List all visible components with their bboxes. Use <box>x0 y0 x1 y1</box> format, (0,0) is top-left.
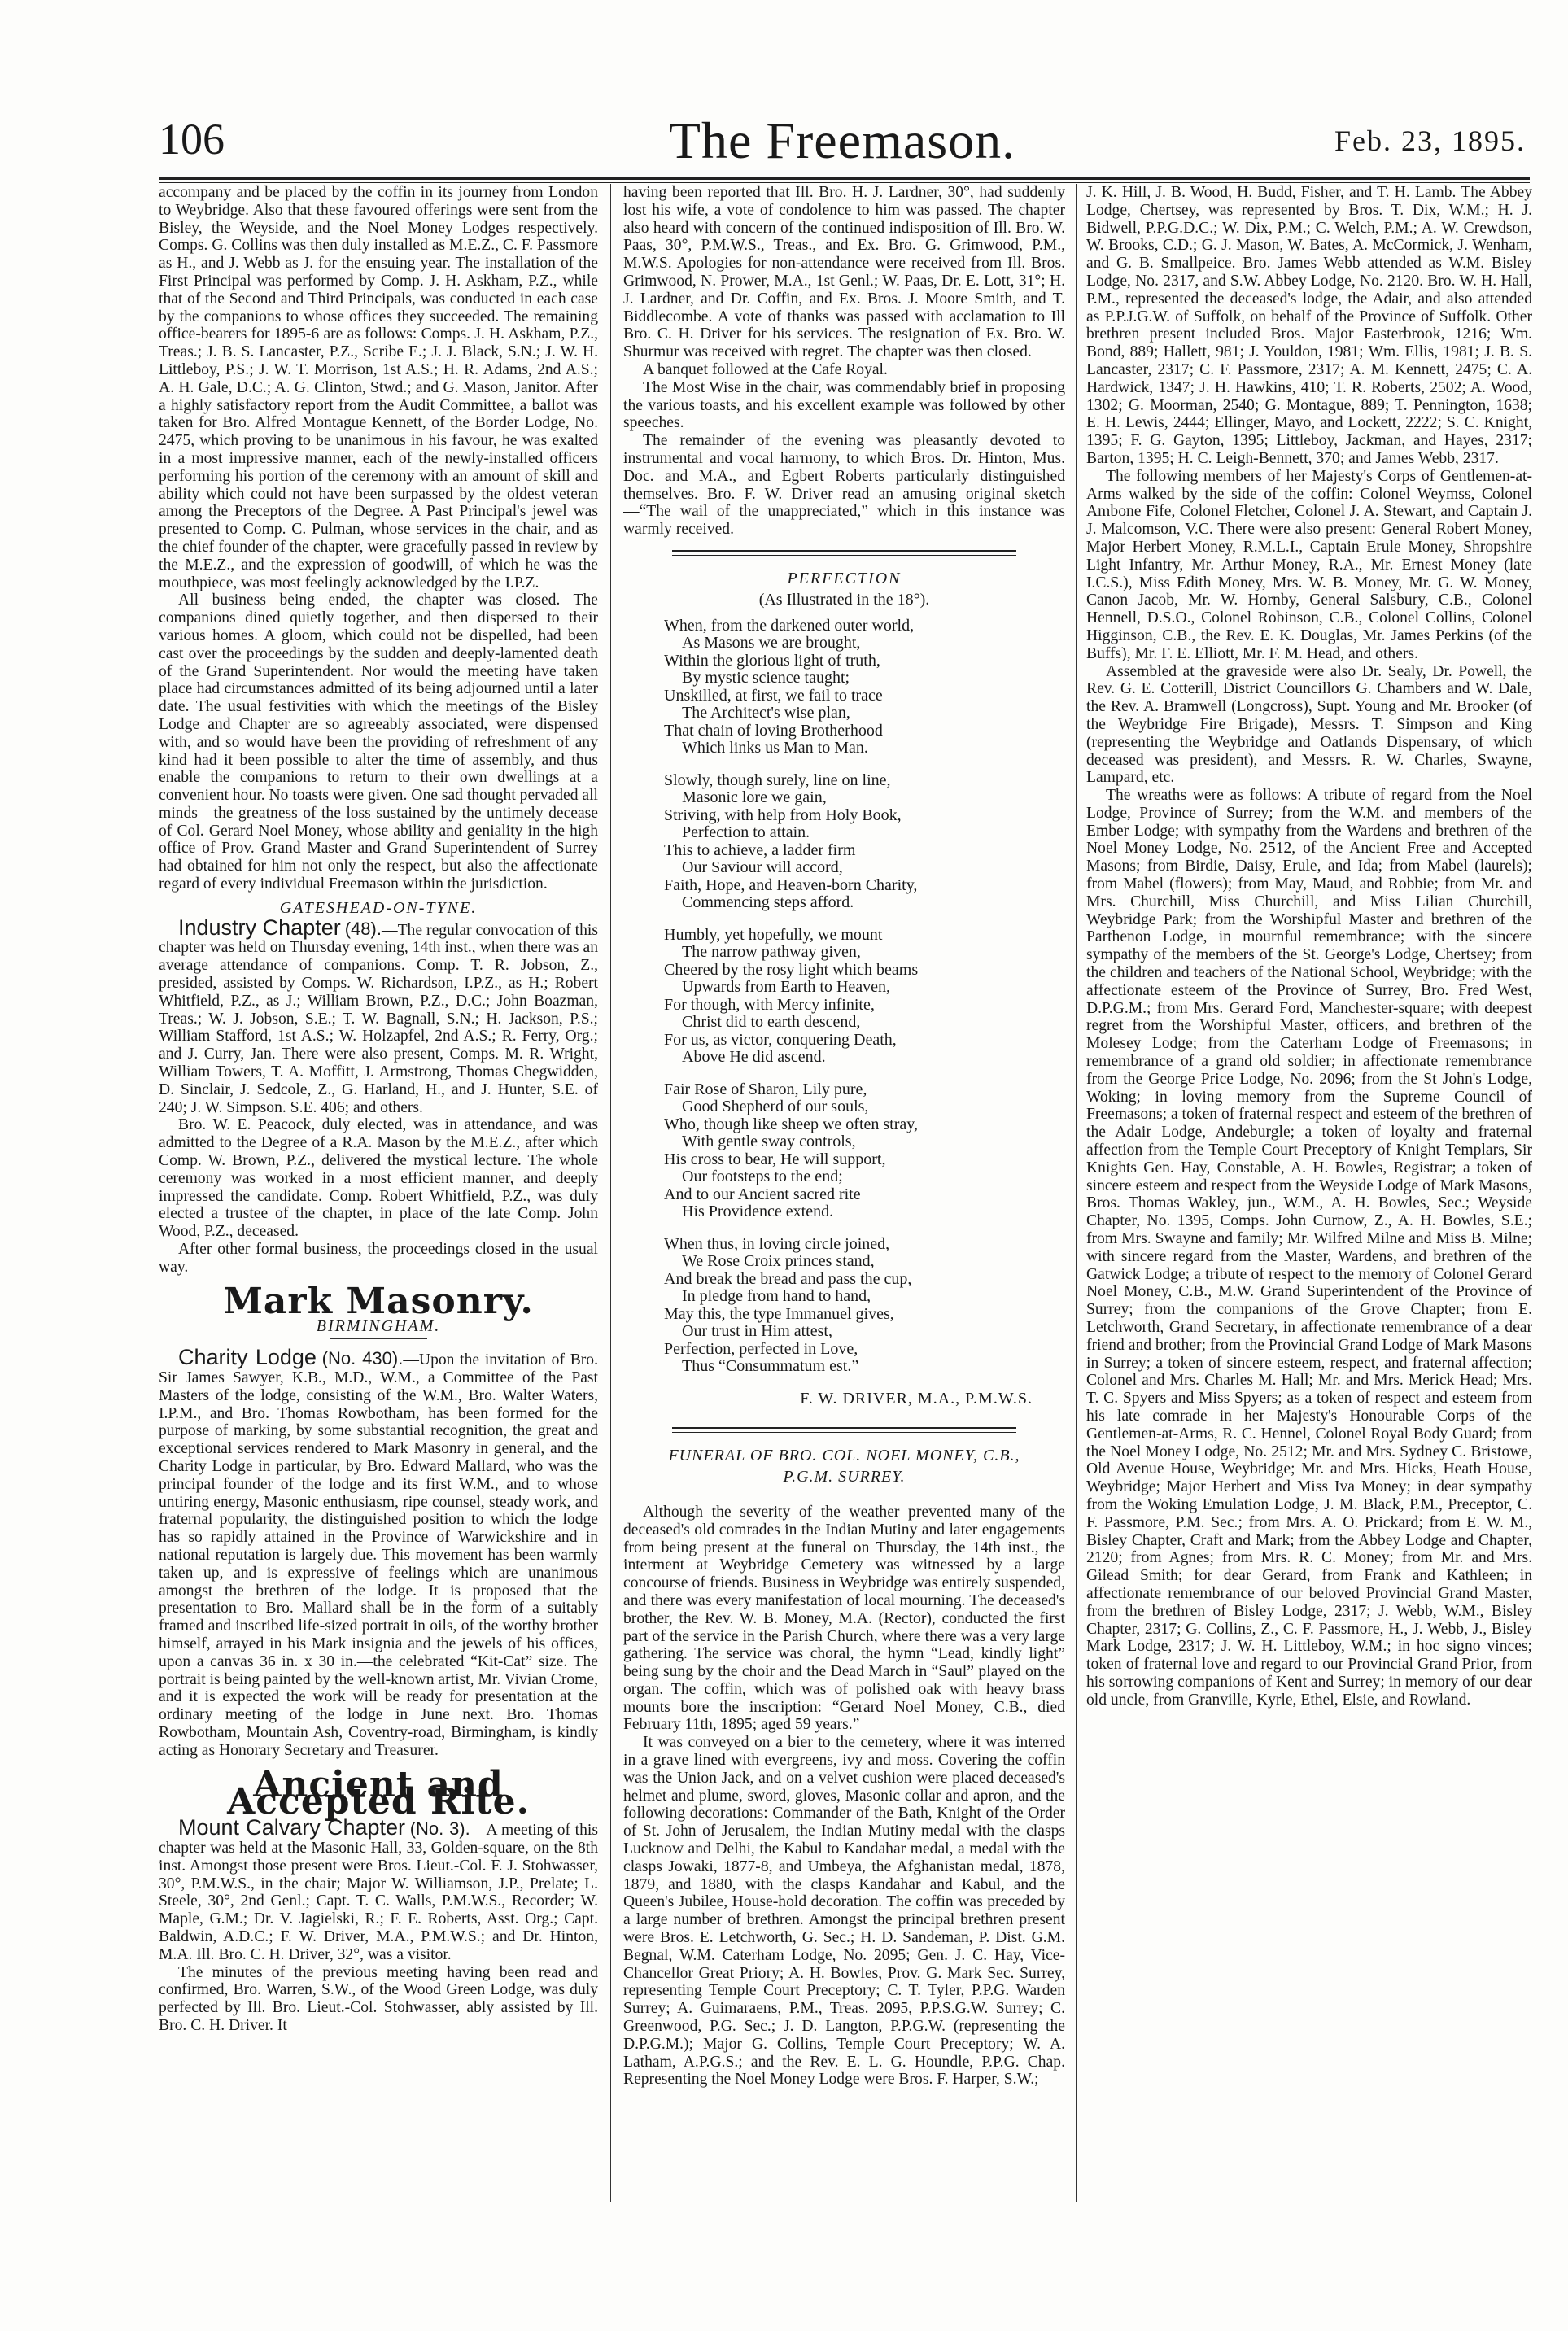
poem-line: And to our Ancient sacred rite <box>664 1185 861 1203</box>
poem-line: Within the glorious light of truth, <box>664 651 880 670</box>
industry-chapter-number: (48). <box>344 918 382 939</box>
poem-line: Thus “Consummatum est.” <box>682 1357 859 1376</box>
dateline-rule <box>330 1338 427 1339</box>
masthead: The Freemason. <box>668 111 1016 169</box>
poem-line: Faith, Hope, and Heaven-born Charity, <box>664 875 918 894</box>
paragraph-industry-chapter <box>159 915 598 1117</box>
funeral-title: FUNERAL OF BRO. COL. NOEL MONEY, C.B., <box>668 1447 1020 1465</box>
paragraph-banquet: A banquet followed at the Cafe Royal. <box>643 360 888 378</box>
poem-line: For us, as victor, conquering Death, <box>664 1030 897 1049</box>
header-rule-thin <box>159 182 1530 183</box>
charity-lodge-text: —Upon the invitation of Bro. Sir James Sawyer, K.B., M.D., W.M., a Committee of the Past Masters of the lodge, consisting of the W.M., Bro. Walter Waters, I.P.M., and Bro. Thomas Rowbotham, has been formed for the purpose of marking, by some substantial recognition, the great and exceptional services rendered to Mark Masonry in general, and the Charity Lodge in particular, by Bro. Edward Mallard, who was the principal founder of the lodge and its first W.M., and to whose untiring energy, Masonic enthusiasm, ripe counsel, steady work, and fraternal popularity, the distinguished position to which the lodge has so rapidly attained in the Province of Warwickshire and in national reputation is largely due. This movement has been warmly taken up, and is expressive of feelings which are unanimous amongst the brethren of the lodge. It is proposed that the presentation to Bro. Mallard shall be in the form of a suitably framed and inscribed life-sized portrait in oils, of the worthy brother himself, arrayed in his Mark insignia and the jewels of his offices, upon a canvas 36 in. x 30 in.—the celebrated “Kit-Cat” size. The portrait is being painted by the well-known artist, Mr. Vivian Crome, and it is expected the work will be ready for presentation at the ordinary meeting of the lodge in June next. Bro. Thomas Rowbotham, Mountain Ash, Coventry-road, Birmingham, is kindly acting as Honorary Secretary and Treasurer. <box>159 1351 598 1759</box>
funeral-subtitle: P.G.M. SURREY. <box>783 1468 906 1486</box>
poem-title: PERFECTION <box>787 569 902 587</box>
poem-line: Fair Rose of Sharon, Lily pure, <box>664 1080 867 1098</box>
poem-line: Humbly, yet hopefully, we mount <box>664 925 883 944</box>
column-rule-1 <box>610 184 611 2202</box>
poem-line: The Architect's wise plan, <box>682 704 850 722</box>
paragraph-after: After other formal business, the proceedings closed in the usual way. <box>159 1241 598 1276</box>
paragraph-wreaths: The wreaths were as follows: A tribute of regard from the Noel Lodge, Province of Surrey; from the W.M. and members of the Ember Lodge; with sympathy from the Wardens and brethren of the Noel Money Lodge, No. 2512, of the Ancient Free and Accepted Masons; from Birdie, Daisy, Erule, and Ida; from Mabel (laurels); from Mabel (flowers); from May, Maud, and Robbie; from Mr. and Mrs. Churchill, Miss Churchill, and Miss Lilian Churchill, Weybridge Park; from the Worshipful Master and brethren of the Parthenon Lodge, in mournful remembrance; with the sincere sympathy of the members of the St. George's Lodge, Chertsey; from the children and teachers of the National School, Weybridge; with the affectionate esteem of the Province of Surrey, Bro. Fred West, D.P.G.M.; from Mrs. Gerard Ford, Manchester-square; with deepest regret from the Worshipful Master, officers, and brethren of the Molesey Lodge; from the Caterham Lodge of Freemasons; in remembrance of a grand old soldier; in affectionate remembrance from the George Price Lodge, No. 2096; from the St John's Lodge, Woking; in loving memory from the Supreme Council of Freemasons; a token of fraternal respect and esteem of the brethren of the Adair Lodge, Andeburgle; a token of loyalty and fraternal affection from the Temple Court Preceptory of Knight Templars, Sir Knights Gen. Hay, Constable, A. H. Bowles, Registrar; a token of sincere esteem and respect from the Weyside Lodge of Mark Masons, Bros. Thomas Wakley, jun., W.M., A. H. Bowles, Sec.; Weyside Chapter, No. 1395, Comps. John Curnow, Z., A. H. Bowles, S.E.; from Mrs. Swayne and family; Mr. Wilfred Milne and Miss B. Milne; with sincere regard from the Master, Wardens, and brethren of the Gatwick Lodge; a tribute of respect to the memory of Colonel Gerard Noel Money, C.B., M.W. Grand Superintendent of the Province of Surrey; from the companions of the Grove Chapter; from E. Letchworth, Grand Secretary, in affectionate remembrance of a dear friend and brother; from the Provincial Grand Lodge of Mark Masons in Surrey; a token of sincere esteem, respect, and fraternal affection; Colonel and Mrs. Charles M. Hall; Mr. and Mrs. Merick Head; Mrs. T. C. Spyers and Miss Spyers; as a token of respect and esteem from his late comrade in her Majesty's Honourable Corps of the Gentlemen-at-Arms, R. C. Hennel, Colonel Royal Body Guard; from the Noel Money Lodge, No. 2512; Mr. and Mrs. Sydney C. Bristowe, Old Avenue House, Weybridge; Mr. and Mrs. Hicks, Heath House, Weybridge; Major Herbert and Miss Iva Money; in dear sympathy from the Woking Emulation Lodge, J. M. Black, P.M., Preceptor, C. F. Passmore, P.M. Sec.; from Mrs. A. O. Prickard; from E. W. M., Bisley Chapter, Craft and Mark; from the Abbey Lodge and Chapter, 2120; from Agnes; from Mrs. R. C. Money; from Mr. and Mrs. Gilead Smith; for dear Gerard, from Frank and Kathleen; in affectionate remembrance of our beloved Provincial Grand Master, from the brethren of Bisley Lodge, 2317; J. Webb, W.M., Bisley Chapter, 2317; G. Collins, Z., C. F. Passmore, H., J. Webb, J., Bisley Mark Lodge, 2317; J. W. H. Littleboy, W.M.; in hoc signo vinces; token of fraternal love and regard to our Provincial Grand Prior, from his sorrowing companions of Kent and Surrey; in memory of our dear old uncle, from Granville, Kyrle, Ethel, Elsie, and Rowland. <box>1086 787 1532 1709</box>
poem-stanza <box>664 927 1065 1067</box>
poem-line: This to achieve, a ladder firm <box>664 840 856 859</box>
poem-line: Our footsteps to the end; <box>682 1168 843 1186</box>
poem-line: Masonic lore we gain, <box>682 788 827 807</box>
poem-line: Slowly, though surely, line on line, <box>664 770 891 789</box>
poem-line: Our trust in Him attest, <box>682 1322 832 1341</box>
column-1 <box>159 184 598 2198</box>
poem-line: Perfection, perfected in Love, <box>664 1339 858 1358</box>
column-3 <box>1086 184 1532 2198</box>
poem-stanza <box>664 1236 1065 1376</box>
poem-line: For though, with Mercy infinite, <box>664 995 875 1014</box>
poem-line: With gentle sway controls, <box>682 1133 856 1151</box>
poem-line: As Masons we are brought, <box>682 634 861 653</box>
poem-line: When thus, in loving circle joined, <box>664 1234 890 1253</box>
poem-line: Christ did to earth descend, <box>682 1013 861 1032</box>
poem-line: That chain of loving Brotherhood <box>664 721 883 740</box>
industry-chapter-text: —The regular convocation of this chapter was held on Thursday evening, 14th inst., when there was an average attendance of companions. Comp. T. R. Jobson, Z., presided, assisted by Comps. W. Richardson, I.P.Z., as H.; Robert Whitfield, P.Z., as J.; William Brown, P.Z., D.C.; John Boazman, Treas.; W. J. Jobson, S.E.; T. W. Bagnall, S.N.; H. Jackson, P.S.; William Stafford, 1st A.S.; W. Holzapfel, 2nd A.S.; R. Ferry, Org.; and J. Curry, Jan. There were also present, Comps. M. R. Wright, William Towers, T. A. Moffitt, J. Armstrong, Thomas Chegwidden, D. Sinclair, J. Sedcole, Z., G. Harland, H., and J. Hunter, S.E. of 240; J. W. Simpson. S.E. 406; and others. <box>159 921 598 1116</box>
mount-calvary-name: Mount Calvary Chapter <box>178 1815 406 1840</box>
poem-line: His cross to bear, He will support, <box>664 1150 886 1168</box>
poem-line: Good Shepherd of our souls, <box>682 1098 869 1116</box>
poem-line: In pledge from hand to hand, <box>682 1287 871 1306</box>
poem-signature: F. W. DRIVER, M.A., P.M.W.S. <box>800 1389 1033 1408</box>
industry-chapter-name: Industry Chapter <box>178 915 341 940</box>
page-number: 106 <box>159 115 225 164</box>
poem-stanza <box>664 1081 1065 1221</box>
poem-line: When, from the darkened outer world, <box>664 616 915 635</box>
dateline-birmingham: BIRMINGHAM. <box>316 1317 441 1336</box>
issue-date: Feb. 23, 1895. <box>1334 124 1526 157</box>
paragraph-lardner: having been reported that Ill. Bro. H. J. Lardner, 30°, had suddenly lost his wife, a vote of condolence to him was passed. The chapter also heard with concern of the continued indisposition of Ill. Bro. W. Paas, 30°, P.M.W.S., Treas., and Ex. Bro. G. Grimwood, P.M., M.W.S. Apologies for non-attendance were received from Ill. Bros. Grimwood, N. Prower, M.A., 1st Genl.; W. Paas, Dr. E. Lott, 31°; H. J. Lardner, and Dr. Coffin, and Ex. Bros. J. Moore Smith, and T. Biddlecombe. A vote of thanks was passed with acclamation to Ill Bro. C. H. Driver for his services. The resignation of Ex. Bro. W. Shurmur was received with regret. The chapter was then closed. <box>623 184 1065 361</box>
paragraph-graveside: Assembled at the graveside were also Dr. Sealy, Dr. Powell, the Rev. G. E. Cotterill, District Councillors G. Chambers and W. Dale, the Rev. A. Bramwell (Longcross), Supt. Young and Mr. Brooker (of the Weybridge Fire Brigade), Messrs. T. Simpson and King (representing the Weybridge and Oatlands Dispensary, of which deceased was president), and Messrs. R. W. Charles, Swayne, Lampard, etc. <box>1086 662 1532 787</box>
mount-calvary-text: —A meeting of this chapter was held at the Masonic Hall, 33, Golden-square, on the 8th inst. Amongst those present were Bros. Lieut.-Col. F. J. Stohwasser, 30°, P.M.W.S., in the chair; Major W. Williamson, J.P., Prelate; L. Steele, 30°, 2nd Genl.; Capt. T. C. Walls, P.M.W.S., Recorder; W. Maple, G.M.; Dr. V. Jagielski, R.; F. E. Roberts, Asst. Org.; Capt. Baldwin, A.D.C.; F. W. Driver, M.A., P.M.W.S.; and Dr. Hinton, M.A. Ill. Bro. C. H. Driver, 32°, was a visitor. <box>159 1822 598 1963</box>
charity-lodge-number: (No. 430). <box>321 1348 404 1369</box>
poem-line: His Providence extend. <box>682 1203 834 1221</box>
poem-line: Striving, with help from Holy Book, <box>664 805 902 824</box>
poem-line: Upwards from Earth to Heaven, <box>682 978 891 997</box>
poem-line: Cheered by the rosy light which beams <box>664 960 919 979</box>
poem-stanza <box>664 772 1065 912</box>
paragraph-attendees: J. K. Hill, J. B. Wood, H. Budd, Fisher, and T. H. Lamb. The Abbey Lodge, Chertsey, was represented by Bros. T. Dix, W.M.; H. J. Bidwell, P.P.G.D.C.; W. Dix, P.M.; C. Welch, P.M.; A. W. Crewdson, W. Brooks, C.D.; G. J. Mason, W. Bates, A. McCormick, J. Wenham, and G. B. Smallpeice. Bro. James Webb attended as W.M. Bisley Lodge, No. 2317, and S.W. Abbey Lodge, No. 2120. Bro. W. H. Hall, P.M., represented the deceased's lodge, the Adair, and also attended as P.P.J.G.W. of Suffolk, on behalf of the Province of Suffolk. Other brethren present included Bros. Major Easterbrook, 1216; Wm. Bond, 889; Hallett, 981; J. Youldon, 1981; Wm. Ellis, 1981; J. B. S. Lancaster, 2317; C. F. Passmore, 2317; A. M. Kennett, 2475; C. A. Hardwick, 1347; J. H. Hawkins, 410; T. R. Roberts, 2502; A. Wood, 1302; G. Moorman, 2540; G. Montague, 889; T. Pennington, 1638; E. H. Lewis, 2444; Ellinger, Mayo, and Lockett, 2222; S. C. Knight, 1395; F. G. Gayton, 1395; Littleboy, Jackman, and Hayes, 2317; Barton, 1395; H. C. Leigh-Bennett, 370; and James Webb, 2317. <box>1086 184 1532 467</box>
charity-lodge-name: Charity Lodge <box>178 1345 317 1370</box>
poem-line: And break the bread and pass the cup, <box>664 1269 912 1288</box>
column-2 <box>623 184 1065 2198</box>
mount-calvary-number: (No. 3). <box>409 1818 470 1840</box>
poem-line: May this, the type Immanuel gives, <box>664 1304 894 1323</box>
paragraph-gentlemen-at-arms: The following members of her Majesty's Corps of Gentlemen-at-Arms walked by the side of the coffin: Colonel Weymss, Colonel Ambone Fife, Colonel Fletcher, Colonel J. A. Stewart, and Captain J. J. Malcomson, V.C. There were also present: General Robert Money, Major Herbert Money, R.M.L.I., Captain Erule Money, Shropshire Light Infantry, Mr. Arthur Money, R.A., Mr. Ernest Money (late I.C.S.), Miss Edith Money, Mrs. W. B. Money, Mr. G. W. Money, Canon Jacob, Mr. W. Hornby, General Salsbury, C.B., Colonel Hennell, D.S.O., Colonel Robinson, C.B., Colonel Collins, Colonel Higginson, C.B., the Rev. E. K. Douglas, Mr. James Perkins (of the Buffs), Mr. F. E. Elliott, Mr. F. M. Head, and others. <box>1086 467 1532 662</box>
double-rule <box>672 1427 1016 1433</box>
poem-line: Above He did ascend. <box>682 1048 826 1067</box>
paragraph-charity-lodge <box>159 1345 598 1759</box>
paragraph-mount-calvary <box>159 1815 598 1963</box>
poem-line: By mystic science taught; <box>682 669 850 688</box>
paragraph-remainder: The remainder of the evening was pleasantly devoted to instrumental and vocal harmony, to which Bros. Dr. Hinton, Mus. Doc. and M.A., and Egbert Roberts particularly distinguished themselves. Bro. F. W. Driver read an amusing original sketch—“The wail of the unappreciated,” which in this instance was warmly received. <box>623 432 1065 539</box>
section-heading-mark-masonry: Mark Masonry. <box>223 1280 534 1322</box>
paragraph-funeral-1: Although the severity of the weather prevented many of the deceased's old comrades in the Indian Mutiny and later engagements from being present at the funeral on Thursday, the 14th inst., the interment at Weybridge Cemetery was witnessed by a large concourse of friends. Business in Weybridge was entirely suspended, and there was every manifestation of local mourning. The deceased's brother, the Rev. W. B. Money, M.A. (Rector), conducted the first part of the service in the Parish Church, where there was a very large gathering. The service was choral, the hymn “Lead, kindly light” being sung by the choir and the Dead March in “Saul” played on the organ. The coffin, which was of polished oak with heavy brass mounts bore the inscription: “Gerard Noel Money, C.B., died February 11th, 1895; aged 59 years.” <box>623 1503 1065 1734</box>
paragraph-peacock: Bro. W. E. Peacock, duly elected, was in attendance, and was admitted to the Degree of a R.A. Mason by the M.E.Z., after which Comp. W. Brown, P.Z., delivered the mystical lecture. The whole ceremony was worked in a most efficient manner, and deeply impressed the candidate. Comp. Robert Whitfield, P.Z., was duly elected a trustee of the chapter, in place of the late Comp. John Wood, P.Z., deceased. <box>159 1116 598 1241</box>
section-heading-ancient-rite: Ancient and Accepted Rite. <box>227 1763 530 1823</box>
poem-line: Which links us Man to Man. <box>682 739 868 757</box>
dateline-gateshead: GATESHEAD-ON-TYNE. <box>279 898 478 917</box>
poem-subtitle: (As Illustrated in the 18°). <box>758 590 930 609</box>
poem-line: Our Saviour will accord, <box>682 858 843 877</box>
paragraph-business: All business being ended, the chapter was closed. The companions dined quietly together, and then dispersed to their various homes. A gloom, which could not be dispelled, had been cast over the proceedings by the sudden and deeply-lamented death of the Grand Superintendent. Nor would the meeting have taken place had circumstances admitted of its being adjourned until a later date. The usual festivities with which the meetings of the Bisley Lodge and Chapter are so agreeably associated, were dispensed with, and so would have been the providing of refreshment of any kind had it been possible to alter the time of assembly, and thus enable the companions to return to their own dwellings at a convenient hour. No toasts were given. One sad thought pervaded all minds—the greatness of the loss sustained by the untimely decease of Col. Gerard Noel Money, whose ability and geniality in the high office of Prov. Grand Master and Grand Superintendent of Surrey had obtained for him not only the respect, but also the affectionate regard of every individual Freemason within the jurisdiction. <box>159 591 598 893</box>
poem-line: The narrow pathway given, <box>682 943 861 962</box>
poem-line: Perfection to attain. <box>682 823 810 842</box>
poem-line: Unskilled, at first, we fail to trace <box>664 686 883 705</box>
poem-line: We Rose Croix princes stand, <box>682 1252 875 1271</box>
page-header <box>159 111 1526 179</box>
paragraph-minutes: The minutes of the previous meeting having been read and confirmed, Bro. Warren, S.W., of the Wood Green Lodge, was duly perfected by Ill. Bro. Lieut.-Col. Stohwasser, ably assisted by Ill. Bro. C. H. Driver. It <box>159 1963 598 2034</box>
column-rule-2 <box>1076 184 1077 2202</box>
paragraph-funeral-2: It was conveyed on a bier to the cemetery, where it was interred in a grave lined with evergreens, ivy and moss. Covering the coffin was the Union Jack, and on a velvet cushion were placed deceased's helmet and plume, sword, gloves, Masonic collar and apron, and the following decorations: Commander of the Bath, Knight of the Order of St. John of Jerusalem, the Indian Mutiny medal with the clasps Lucknow and Delhi, the Kabul to Kandahar medal, a medal with the clasps Jowaki, 1877-8, and Umbeya, the Afghanistan medal, 1878, 1879, and 1880, with the clasps Kandahar and Kabul, and the Queen's Jubilee, House-hold decoration. The coffin was preceded by a large number of brethren. Amongst the principal brethren present were Bros. E. Letchworth, G. Sec.; H. D. Sandeman, P. Dist. G.M. Begnal, W.M. Caterham Lodge, No. 2095; Gen. J. C. Hay, Vice-Chancellor Great Priory; A. H. Bowles, Prov. G. Mark Sec. Surrey, representing Temple Court Preceptory; C. T. Tyler, P.P.G. Warden Surrey; A. Guimaraens, P.M., Treas. 2095, P.P.S.G.W. Surrey; C. Greenwood, P.G. Sec.; J. D. Langton, P.P.G.W. (representing the D.P.G.M.); Major G. Collins, Temple Court Preceptory; W. A. Latham, A.P.G.S.; and the Rev. E. L. G. Houndle, P.P.G. Chap. Representing the Noel Money Lodge were Bros. F. Harper, S.W.; <box>623 1734 1065 2089</box>
double-rule <box>672 550 1016 556</box>
poem-line: Who, though like sheep we often stray, <box>664 1115 918 1133</box>
header-rule <box>159 177 1530 180</box>
poem-stanza <box>664 618 1065 757</box>
paragraph-intro: accompany and be placed by the coffin in its journey from London to Weybridge. Also that these favoured offerings were sent from the Bisley, the Weyside, and the Noel Money Lodges respectively. Comps. G. Collins was then duly installed as M.E.Z., C. F. Passmore as H., and J. Webb as J. for the ensuing year. The installation of the First Principal was performed by Comp. J. H. Askham, P.Z., while that of the Second and Third Principals, was conducted in each case by the companions to whose offices they succeeded. The remaining office-bearers for 1895-6 are as follows: Comps. J. H. Askham, P.Z., Treas.; J. B. S. Lancaster, P.Z., Scribe E.; J. J. Black, S.N.; J. W. H. Littleboy, P.S.; J. W. T. Morrison, 1st A.S.; H. R. Adams, 2nd A.S.; A. H. Gale, D.C.; A. G. Clinton, Stwd.; and G. Mason, Janitor. After a highly satisfactory report from the Audit Committee, a ballot was taken for Bro. Alfred Montague Kennett, of the Border Lodge, No. 2475, which proving to be unanimous in his favour, he was exalted in a most impressive manner, each of the newly-installed officers performing his portion of the ceremony with an amount of skill and ability which could not have been surpassed by the oldest veteran among the Preceptors of the Degree. A Past Principal's jewel was presented to Comp. C. Pulman, whose services in the chair, and as the chief founder of the chapter, were gracefully passed in review by the M.E.Z., and the expression of goodwill, of which he was the mouthpiece, was most feelingly acknowledged by the I.P.Z. <box>159 184 598 591</box>
paragraph-most-wise: The Most Wise in the chair, was commendably brief in proposing the various toasts, and his excellent example was followed by other speeches. <box>623 378 1065 432</box>
poem-line: Commencing steps afford. <box>682 893 854 912</box>
